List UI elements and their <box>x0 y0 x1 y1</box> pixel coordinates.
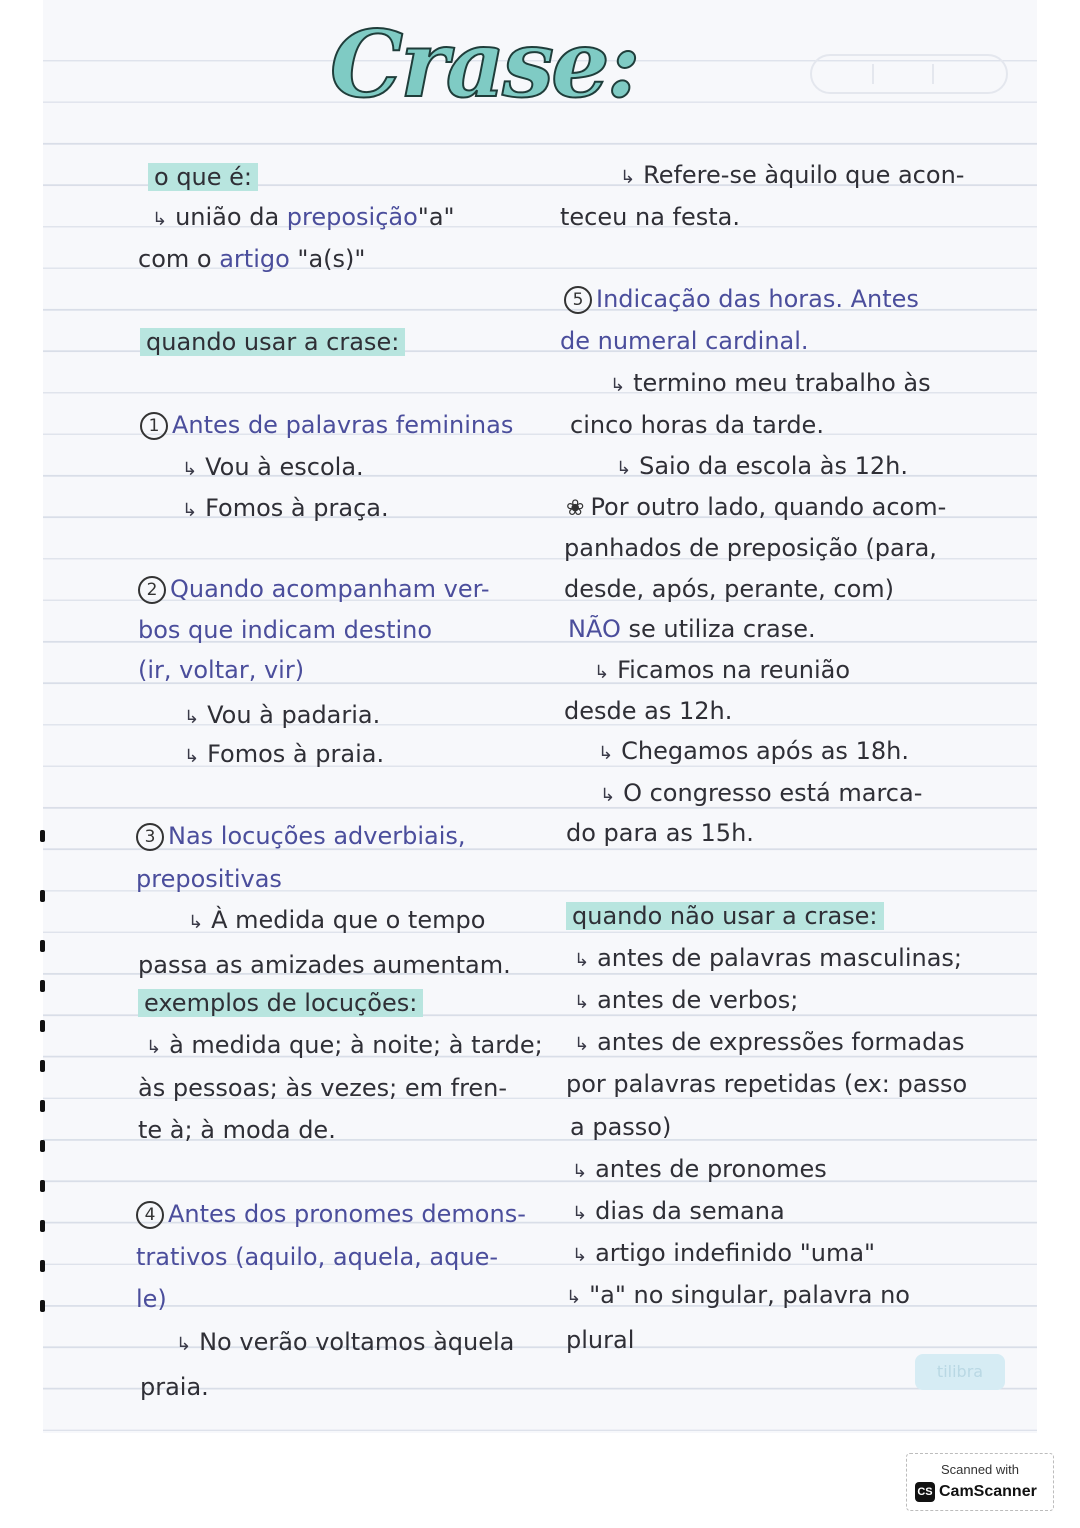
right-text-line <box>566 1325 634 1355</box>
line-text: No verão voltamos àquela <box>199 1328 515 1356</box>
arrow-icon: ↳ <box>566 1287 582 1308</box>
line-text: dias da semana <box>595 1197 785 1225</box>
binding-hole <box>40 1260 45 1272</box>
right-text-line <box>564 533 937 563</box>
binding-hole <box>40 890 45 902</box>
left-text-line <box>136 864 282 894</box>
line-text: À medida que o tempo <box>211 906 486 934</box>
arrow-icon: ↳ <box>572 1161 588 1182</box>
title-text: Crase: <box>330 10 638 118</box>
arrow-icon: ↳ <box>572 1245 588 1266</box>
left-text-line <box>138 244 365 274</box>
left-text-line <box>138 950 511 980</box>
right-text-line <box>610 368 931 401</box>
left-text-line <box>176 1327 514 1360</box>
arrow-icon: ↳ <box>572 1203 588 1224</box>
arrow-icon: ↳ <box>152 209 168 230</box>
line-text: com o <box>138 245 220 273</box>
flower-bullet-icon: ❀ <box>566 496 585 521</box>
binding-hole <box>40 830 45 842</box>
line-text: quando não usar a crase: <box>566 902 884 930</box>
line-text: Nas locuções adverbiais, <box>168 822 466 850</box>
line-text-segment: "a(s)" <box>289 245 366 273</box>
binding-hole <box>40 940 45 952</box>
right-text-line <box>564 574 894 604</box>
left-text-line <box>138 988 423 1018</box>
line-text: antes de pronomes <box>595 1155 827 1183</box>
right-text-line <box>574 943 962 976</box>
right-text-line <box>572 1154 827 1187</box>
line-text: Chegamos após as 18h. <box>621 737 909 765</box>
line-text: termino meu trabalho às <box>633 369 931 397</box>
left-text-line <box>138 615 432 645</box>
arrow-icon: ↳ <box>594 662 610 683</box>
line-text: trativos (aquilo, aquela, aque- <box>136 1243 499 1271</box>
line-text: "a" no singular, palavra no <box>589 1281 910 1309</box>
arrow-icon: ↳ <box>574 1034 590 1055</box>
line-text: a passo) <box>570 1113 672 1141</box>
binding-hole <box>40 1180 45 1192</box>
step-number-badge: 4 <box>136 1201 164 1229</box>
right-text-line <box>574 1027 965 1060</box>
binding-hole <box>40 1100 45 1112</box>
binding-hole <box>40 1140 45 1152</box>
step-number-badge: 1 <box>140 412 168 440</box>
line-text: bos que indicam destino <box>138 616 433 644</box>
camscanner-caption: Scanned with <box>940 1462 1020 1477</box>
line-text: Antes dos pronomes demons- <box>168 1200 526 1228</box>
line-text: Ficamos na reunião <box>617 656 851 684</box>
line-text: do para as 15h. <box>566 819 754 847</box>
line-text: O congresso está marca- <box>623 779 923 807</box>
camscanner-brand <box>915 1482 1037 1502</box>
line-text: passa as amizades aumentam. <box>138 951 511 979</box>
left-text-line <box>188 905 485 938</box>
binding-hole <box>40 1300 45 1312</box>
line-text-segment: "a" <box>417 203 455 231</box>
binding-hole <box>40 1220 45 1232</box>
left-text-line <box>184 739 384 772</box>
line-text: união da <box>175 203 287 231</box>
arrow-icon: ↳ <box>610 375 626 396</box>
line-text: praia. <box>140 1373 209 1401</box>
right-text-line <box>566 1280 910 1313</box>
arrow-icon: ↳ <box>184 707 200 728</box>
arrow-icon: ↳ <box>616 458 632 479</box>
line-text: prepositivas <box>136 865 282 893</box>
camscanner-watermark <box>906 1453 1054 1511</box>
line-text: de numeral cardinal. <box>560 327 809 355</box>
line-text-segment: artigo <box>219 245 290 273</box>
line-text: à medida que; à noite; à tarde; <box>169 1031 543 1059</box>
left-text-line <box>184 700 380 733</box>
line-text: quando usar a crase: <box>140 328 405 356</box>
line-text: Vou à padaria. <box>207 701 381 729</box>
line-text: (ir, voltar, vir) <box>138 656 305 684</box>
line-text: le) <box>136 1285 167 1313</box>
line-text: o que é: <box>148 163 258 191</box>
line-text: te à; à moda de. <box>138 1116 336 1144</box>
line-text: desde, após, perante, com) <box>564 575 894 603</box>
left-text-line <box>138 655 304 685</box>
line-text: cinco horas da tarde. <box>570 411 824 439</box>
arrow-icon: ↳ <box>176 1334 192 1355</box>
left-text-line <box>136 1242 498 1272</box>
line-text: Quando acompanham ver- <box>170 575 490 603</box>
arrow-icon: ↳ <box>574 992 590 1013</box>
arrow-icon: ↳ <box>598 743 614 764</box>
arrow-icon: ↳ <box>600 785 616 806</box>
brand-sticker: tilibra <box>915 1354 1005 1390</box>
line-text: Vou à escola. <box>205 453 364 481</box>
arrow-icon: ↳ <box>574 950 590 971</box>
line-text: desde as 12h. <box>564 697 733 725</box>
line-text: Antes de palavras femininas <box>172 411 514 439</box>
right-text-line <box>570 1112 671 1142</box>
left-text-line <box>138 1073 507 1103</box>
binding-hole <box>40 1020 45 1032</box>
arrow-icon: ↳ <box>146 1037 162 1058</box>
right-text-line <box>574 985 798 1018</box>
left-text-line <box>136 821 466 851</box>
right-text-line <box>600 778 922 811</box>
line-text: antes de expressões formadas <box>597 1028 965 1056</box>
left-text-line <box>138 574 490 604</box>
arrow-icon: ↳ <box>188 912 204 933</box>
line-text-segment: preposição <box>286 203 418 231</box>
line-text: Por outro lado, quando acom- <box>590 493 947 521</box>
line-text: panhados de preposição (para, <box>564 534 937 562</box>
left-text-line <box>182 493 389 526</box>
right-text-line <box>566 901 884 931</box>
left-text-line <box>140 410 513 440</box>
line-text-segment: se utiliza crase. <box>620 615 816 643</box>
left-text-line <box>148 162 258 192</box>
line-text: Fomos à praça. <box>205 494 389 522</box>
right-text-line <box>570 410 824 440</box>
right-text-line <box>594 655 850 688</box>
left-text-line <box>146 1030 543 1063</box>
line-text: Refere-se àquilo que acon- <box>643 161 965 189</box>
page-title <box>330 10 750 124</box>
left-text-line <box>136 1199 526 1229</box>
line-text: antes de palavras masculinas; <box>597 944 963 972</box>
line-text: teceu na festa. <box>560 203 740 231</box>
binding-hole <box>40 980 45 992</box>
left-text-line <box>138 1115 336 1145</box>
right-text-line <box>616 451 908 484</box>
date-box <box>810 54 1008 94</box>
step-number-badge: 2 <box>138 576 166 604</box>
binding-hole <box>40 1060 45 1072</box>
camscanner-logo-icon: CS <box>915 1482 935 1502</box>
right-text-line <box>572 1238 875 1271</box>
right-text-line <box>564 284 919 314</box>
arrow-icon: ↳ <box>184 746 200 767</box>
line-text: às pessoas; às vezes; em fren- <box>138 1074 508 1102</box>
camscanner-brand-name: CamScanner <box>939 1483 1037 1500</box>
arrow-icon: ↳ <box>620 167 636 188</box>
left-text-line <box>140 1372 209 1402</box>
arrow-icon: ↳ <box>182 500 198 521</box>
line-text: Indicação das horas. Antes <box>596 285 919 313</box>
line-text: por palavras repetidas (ex: passo <box>566 1070 968 1098</box>
line-text: Fomos à praia. <box>207 740 385 768</box>
line-text: plural <box>566 1326 635 1354</box>
right-text-line <box>566 818 754 848</box>
right-text-line <box>568 614 816 644</box>
right-text-line <box>560 202 740 232</box>
left-text-line <box>152 202 455 235</box>
step-number-badge: 3 <box>136 823 164 851</box>
right-text-line <box>560 326 809 356</box>
arrow-icon: ↳ <box>182 459 198 480</box>
line-text: exemplos de locuções: <box>138 989 423 1017</box>
right-text-line <box>572 1196 785 1229</box>
line-text: Saio da escola às 12h. <box>639 452 908 480</box>
right-text-line <box>566 1069 967 1099</box>
left-text-line <box>140 327 405 357</box>
right-text-line <box>598 736 909 769</box>
left-text-line <box>182 452 364 485</box>
right-text-line <box>620 160 964 193</box>
right-text-line <box>566 492 946 524</box>
line-text: antes de verbos; <box>597 986 799 1014</box>
left-text-line <box>136 1284 167 1314</box>
line-text: NÃO <box>568 615 621 643</box>
line-text: artigo indefinido "uma" <box>595 1239 876 1267</box>
step-number-badge: 5 <box>564 286 592 314</box>
right-text-line <box>564 696 732 726</box>
